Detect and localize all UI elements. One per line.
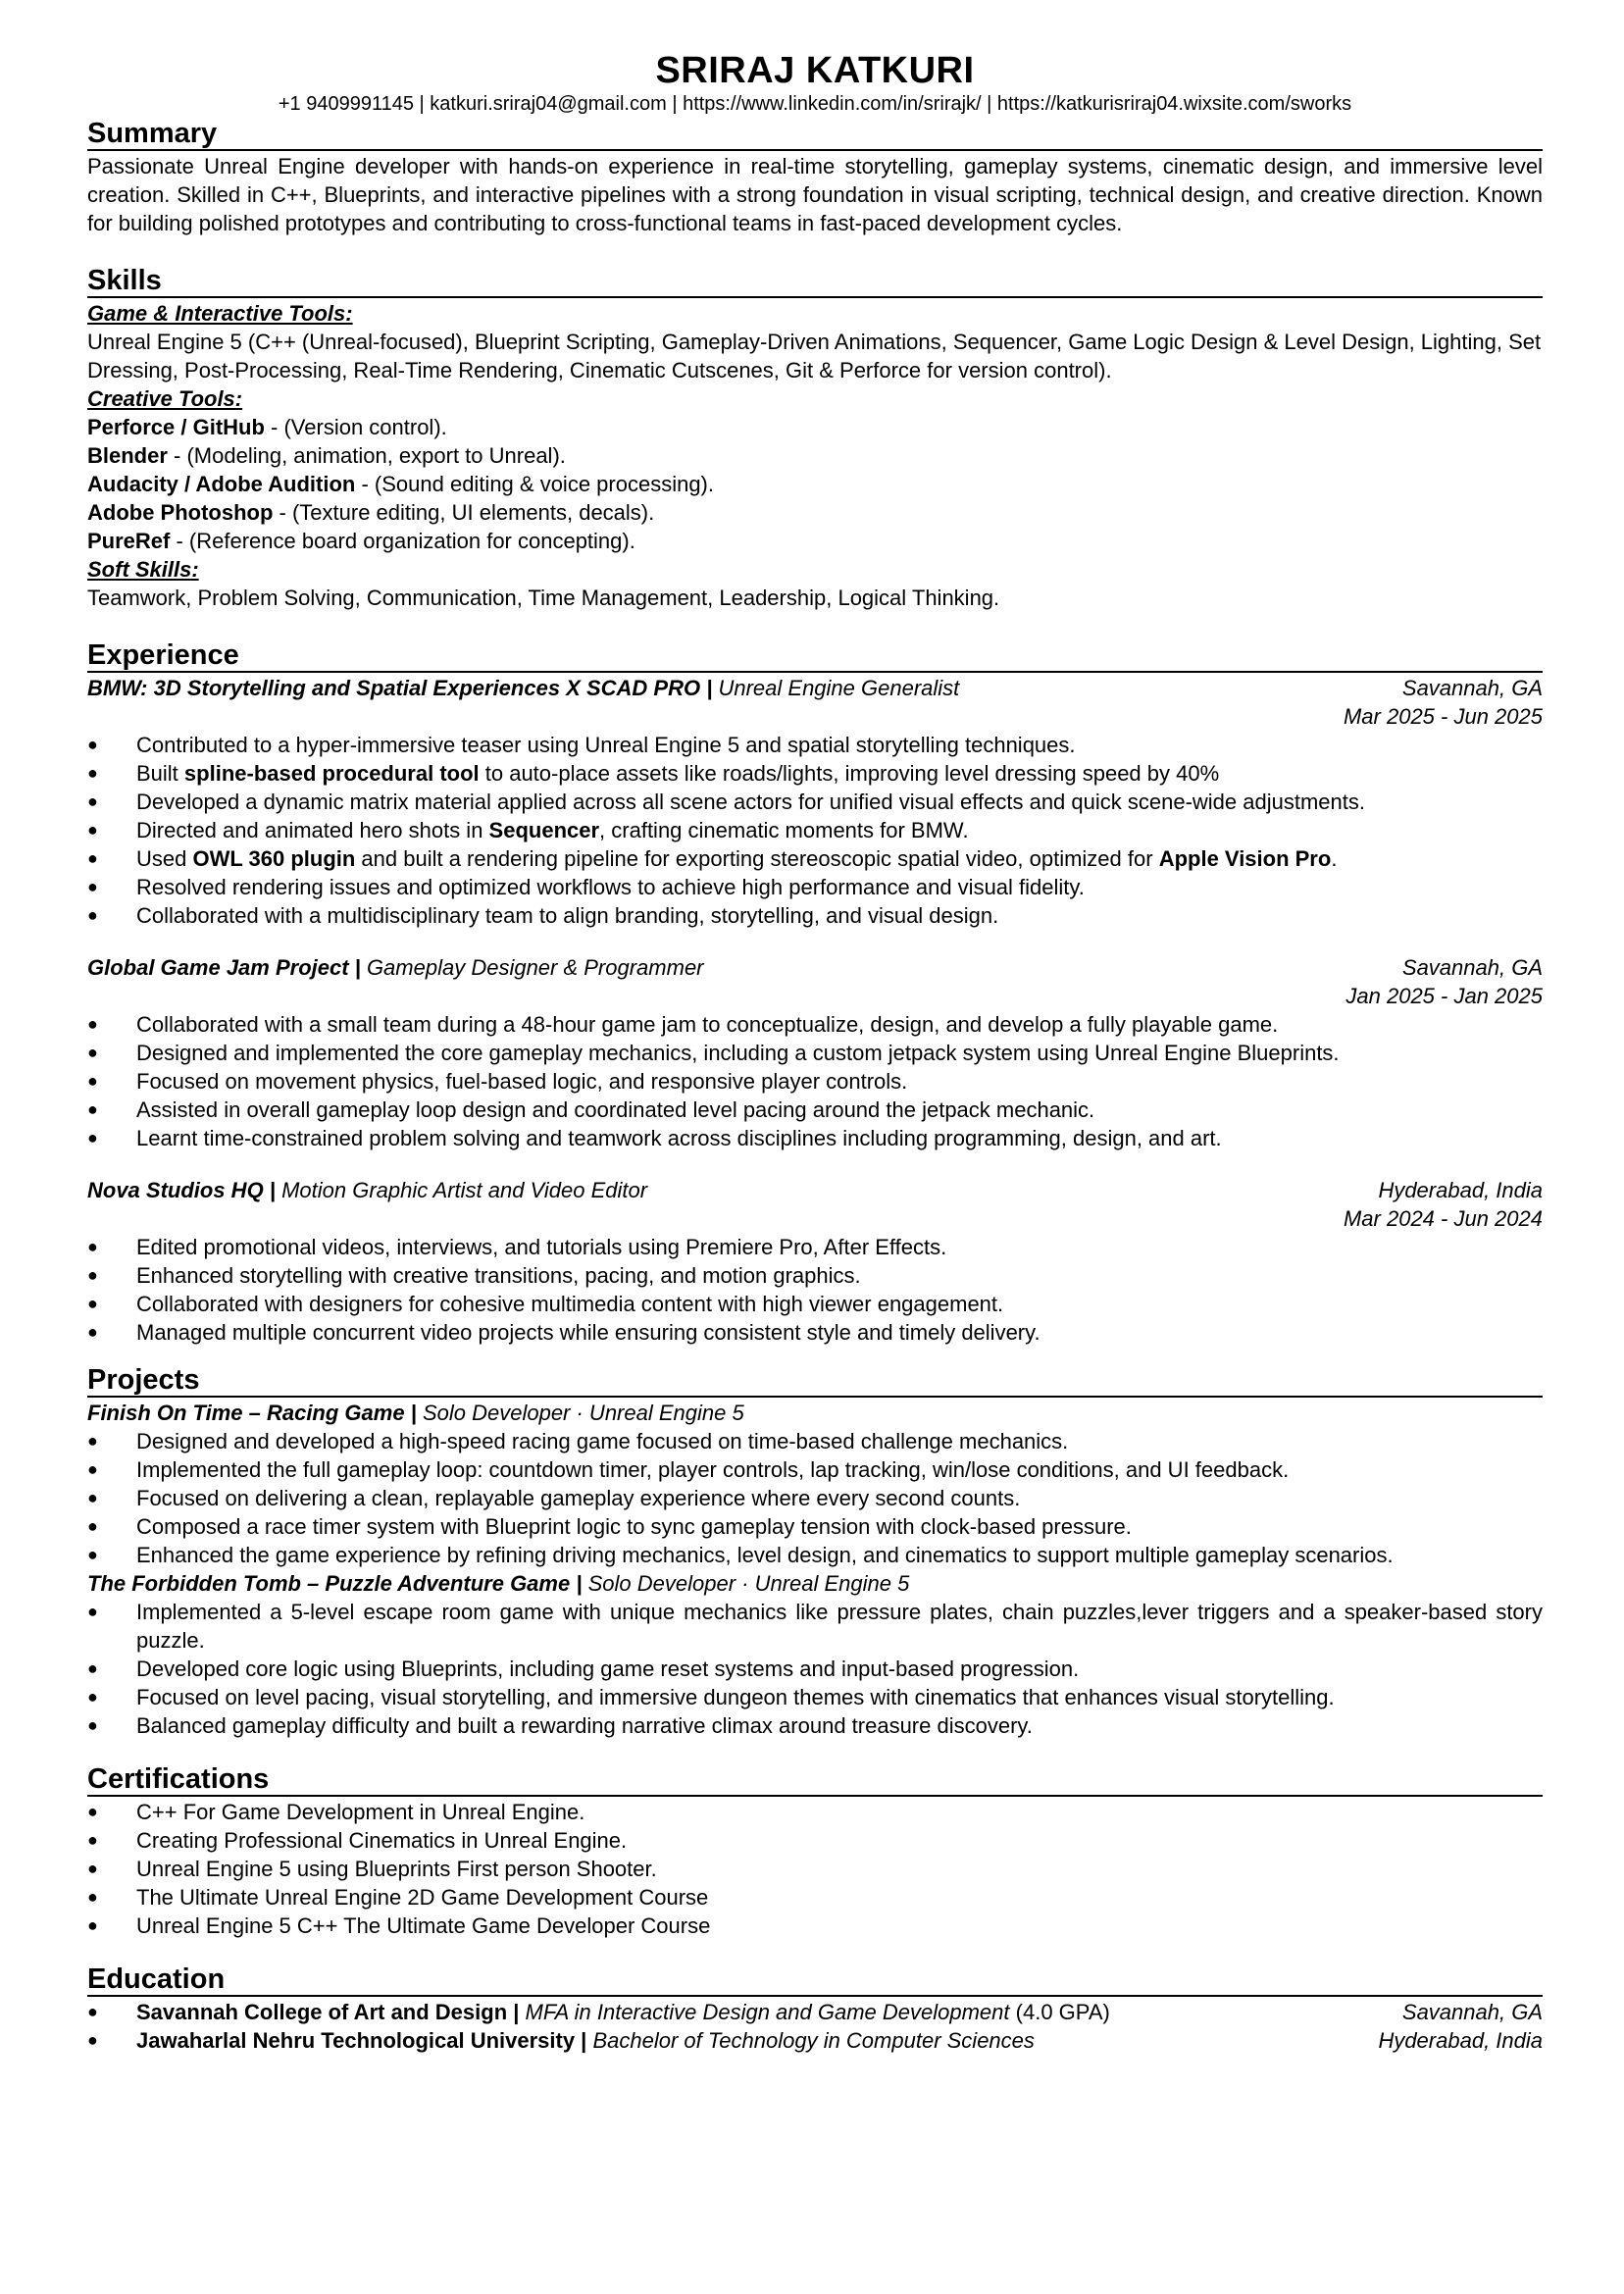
list-item: ● Learnt time-constrained problem solving and teamwork across disciplines including programming, design, and art.: [87, 1124, 1543, 1152]
job-entry-bmw: [87, 674, 1543, 930]
list-item: ● Enhanced storytelling with creative transitions, pacing, and motion graphics.: [87, 1261, 1543, 1290]
school-name: Jawaharlal Nehru Technological University |: [136, 2028, 587, 2053]
project-heading: [87, 1399, 1543, 1427]
list-item: ● Collaborated with a multidisciplinary team to align branding, storytelling, and visual design.: [87, 901, 1543, 930]
section-title-projects: Projects: [87, 1364, 200, 1396]
project-bullets: [87, 1427, 1543, 1569]
project-entry-forbidden-tomb: [87, 1569, 1543, 1740]
job-org: Nova Studios HQ |: [87, 1178, 276, 1202]
job-role: Motion Graphic Artist and Video Editor: [275, 1178, 648, 1202]
candidate-name: SRIRAJ KATKURI: [655, 50, 975, 91]
skills-header: [87, 265, 1543, 298]
summary-header: [87, 118, 1543, 151]
job-bullets: [87, 1010, 1543, 1152]
creative-tool-item: Blender - (Modeling, animation, export to Unreal).: [87, 443, 566, 468]
contact-line: +1 9409991145 | katkuri.sriraj04@gmail.com | https://www.linkedin.com/in/srirajk/ | https://katkurisriraj04.wixsite.com/sworks: [278, 93, 1352, 115]
list-item: ● Edited promotional videos, interviews, and tutorials using Premiere Pro, After Effects.: [87, 1233, 1543, 1261]
certifications-list: [87, 1798, 1543, 1940]
skills-creative-tools-title: Creative Tools:: [87, 386, 243, 411]
job-dates: Mar 2025 - Jun 2025: [1343, 704, 1543, 729]
project-role: Solo Developer · Unreal Engine 5: [582, 1571, 910, 1596]
section-title-summary: Summary: [87, 118, 218, 149]
list-item: ● Implemented a 5-level escape room game with unique mechanics like pressure plates, chain puzzles,lever triggers and a speaker-based story puzzle.: [87, 1598, 1543, 1655]
school-location: Savannah, GA: [1401, 2000, 1543, 2024]
list-item: ● Designed and implemented the core gameplay mechanics, including a custom jetpack system using Unreal Engine Blueprints.: [87, 1039, 1543, 1067]
job-role: Gameplay Designer & Programmer: [360, 955, 704, 980]
list-item: ● Managed multiple concurrent video projects while ensuring consistent style and timely delivery.: [87, 1318, 1543, 1347]
section-title-skills: Skills: [87, 265, 162, 296]
section-title-experience: Experience: [87, 639, 239, 671]
list-item: ● Focused on level pacing, visual storytelling, and immersive dungeon themes with cinematics that enhances visual storytelling.: [87, 1683, 1543, 1711]
degree-extra: (4.0 GPA): [1009, 2000, 1110, 2024]
list-item: ● Focused on movement physics, fuel-based logic, and responsive player controls.: [87, 1067, 1543, 1096]
list-item: ● Used OWL 360 plugin and built a rendering pipeline for exporting stereoscopic spatial video, optimized for Apple Vision Pro.: [87, 844, 1543, 873]
creative-tools-list: [87, 413, 1543, 555]
job-bullets: [87, 731, 1543, 930]
skills-game-tools-text: Unreal Engine 5 (C++ (Unreal-focused), Blueprint Scripting, Gameplay-Driven Animations, Sequencer, Game Logic Design & Level Design, Lighting, Set Dressing, Post-Processing, Real-Time Rendering, Cinematic Cutscenes, Git & Perforce for version control).: [87, 330, 1542, 382]
job-location: Hyderabad, India: [1378, 1178, 1543, 1202]
list-item: ● Designed and developed a high-speed racing game focused on time-based challenge mechanics.: [87, 1427, 1543, 1455]
job-bullets: [87, 1233, 1543, 1347]
list-item: ● Balanced gameplay difficulty and built a rewarding narrative climax around treasure discovery.: [87, 1711, 1543, 1740]
list-item: ● Assisted in overall gameplay loop design and coordinated level pacing around the jetpack mechanic.: [87, 1096, 1543, 1124]
job-role: Unreal Engine Generalist: [712, 676, 960, 700]
degree: Bachelor of Technology in Computer Sciences: [586, 2028, 1035, 2053]
project-role: Solo Developer · Unreal Engine 5: [416, 1401, 744, 1425]
experience-header: [87, 639, 1543, 673]
project-name: The Forbidden Tomb – Puzzle Adventure Game |: [87, 1571, 583, 1596]
creative-tool-item: Audacity / Adobe Audition - (Sound editing & voice processing).: [87, 472, 714, 496]
job-org: Global Game Jam Project |: [87, 955, 361, 980]
list-item: ● Creating Professional Cinematics in Unreal Engine.: [87, 1826, 1543, 1855]
job-dates: Jan 2025 - Jan 2025: [1345, 984, 1543, 1008]
job-entry-nova-studios: [87, 1176, 1543, 1347]
list-item: ● Enhanced the game experience by refining driving mechanics, level design, and cinematics to support multiple gameplay scenarios.: [87, 1541, 1543, 1569]
resume-page: [87, 49, 1543, 2055]
list-item: ● Implemented the full gameplay loop: countdown timer, player controls, lap tracking, win/lose conditions, and UI feedback.: [87, 1455, 1543, 1484]
education-entry: [87, 2026, 1543, 2055]
list-item: ● Developed core logic using Blueprints, including game reset systems and input-based progression.: [87, 1655, 1543, 1683]
list-item: ● Unreal Engine 5 C++ The Ultimate Game Developer Course: [87, 1912, 1543, 1940]
list-item: ● Contributed to a hyper-immersive teaser using Unreal Engine 5 and spatial storytelling techniques.: [87, 731, 1543, 759]
education-header: [87, 1963, 1543, 1997]
list-item: ● Built spline-based procedural tool to auto-place assets like roads/lights, improving level dressing speed by 40%: [87, 759, 1543, 788]
skills-soft-skills-title: Soft Skills:: [87, 557, 199, 582]
list-item: ● Developed a dynamic matrix material applied across all scene actors for unified visual effects and quick scene-wide adjustments.: [87, 788, 1543, 816]
job-entry-global-game-jam: [87, 953, 1543, 1152]
project-name: Finish On Time – Racing Game |: [87, 1401, 417, 1425]
job-location: Savannah, GA: [1401, 955, 1543, 980]
job-location: Savannah, GA: [1401, 676, 1543, 700]
section-title-education: Education: [87, 1963, 226, 1995]
list-item: ● C++ For Game Development in Unreal Engine.: [87, 1798, 1543, 1826]
skills-game-tools-title: Game & Interactive Tools:: [87, 301, 353, 326]
school-name: Savannah College of Art and Design |: [136, 2000, 520, 2024]
creative-tool-item: Adobe Photoshop - (Texture editing, UI elements, decals).: [87, 500, 655, 525]
degree: MFA in Interactive Design and Game Development: [519, 2000, 1010, 2024]
education-entry: [87, 1998, 1543, 2026]
project-entry-racing-game: [87, 1399, 1543, 1569]
list-item: ● The Ultimate Unreal Engine 2D Game Development Course: [87, 1883, 1543, 1912]
project-heading: [87, 1569, 1543, 1598]
list-item: ● Directed and animated hero shots in Sequencer, crafting cinematic moments for BMW.: [87, 816, 1543, 844]
skills-soft-skills-text: Teamwork, Problem Solving, Communication, Time Management, Leadership, Logical Thinking.: [87, 586, 1000, 610]
project-bullets: [87, 1598, 1543, 1740]
job-org: BMW: 3D Storytelling and Spatial Experiences X SCAD PRO |: [87, 676, 713, 700]
projects-header: [87, 1364, 1543, 1398]
job-dates: Mar 2024 - Jun 2024: [1343, 1206, 1543, 1231]
section-title-certifications: Certifications: [87, 1763, 270, 1795]
certifications-header: [87, 1763, 1543, 1797]
list-item: ● Collaborated with designers for cohesive multimedia content with high viewer engagement.: [87, 1290, 1543, 1318]
list-item: ● Composed a race timer system with Blueprint logic to sync gameplay tension with clock-based pressure.: [87, 1512, 1543, 1541]
job-heading: [87, 953, 1543, 982]
list-item: ● Focused on delivering a clean, replayable gameplay experience where every second counts.: [87, 1484, 1543, 1512]
summary-text: Passionate Unreal Engine developer with hands-on experience in real-time storytelling, gameplay systems, cinematic design, and immersive level creation. Skilled in C++, Blueprints, and interactive pipelines with a strong foundation in visual scripting, technical design, and creative direction. Known for building polished prototypes and contributing to cross-functional teams in fast-paced development cycles.: [87, 154, 1543, 235]
job-heading: [87, 1176, 1543, 1204]
list-item: ● Resolved rendering issues and optimized workflows to achieve high performance and visual fidelity.: [87, 873, 1543, 901]
job-heading: [87, 674, 1543, 702]
list-item: ● Collaborated with a small team during a 48-hour game jam to conceptualize, design, and develop a fully playable game.: [87, 1010, 1543, 1039]
creative-tool-item: PureRef - (Reference board organization for concepting).: [87, 529, 635, 553]
list-item: ● Unreal Engine 5 using Blueprints First person Shooter.: [87, 1855, 1543, 1883]
creative-tool-item: Perforce / GitHub - (Version control).: [87, 415, 447, 439]
school-location: Hyderabad, India: [1378, 2028, 1543, 2053]
